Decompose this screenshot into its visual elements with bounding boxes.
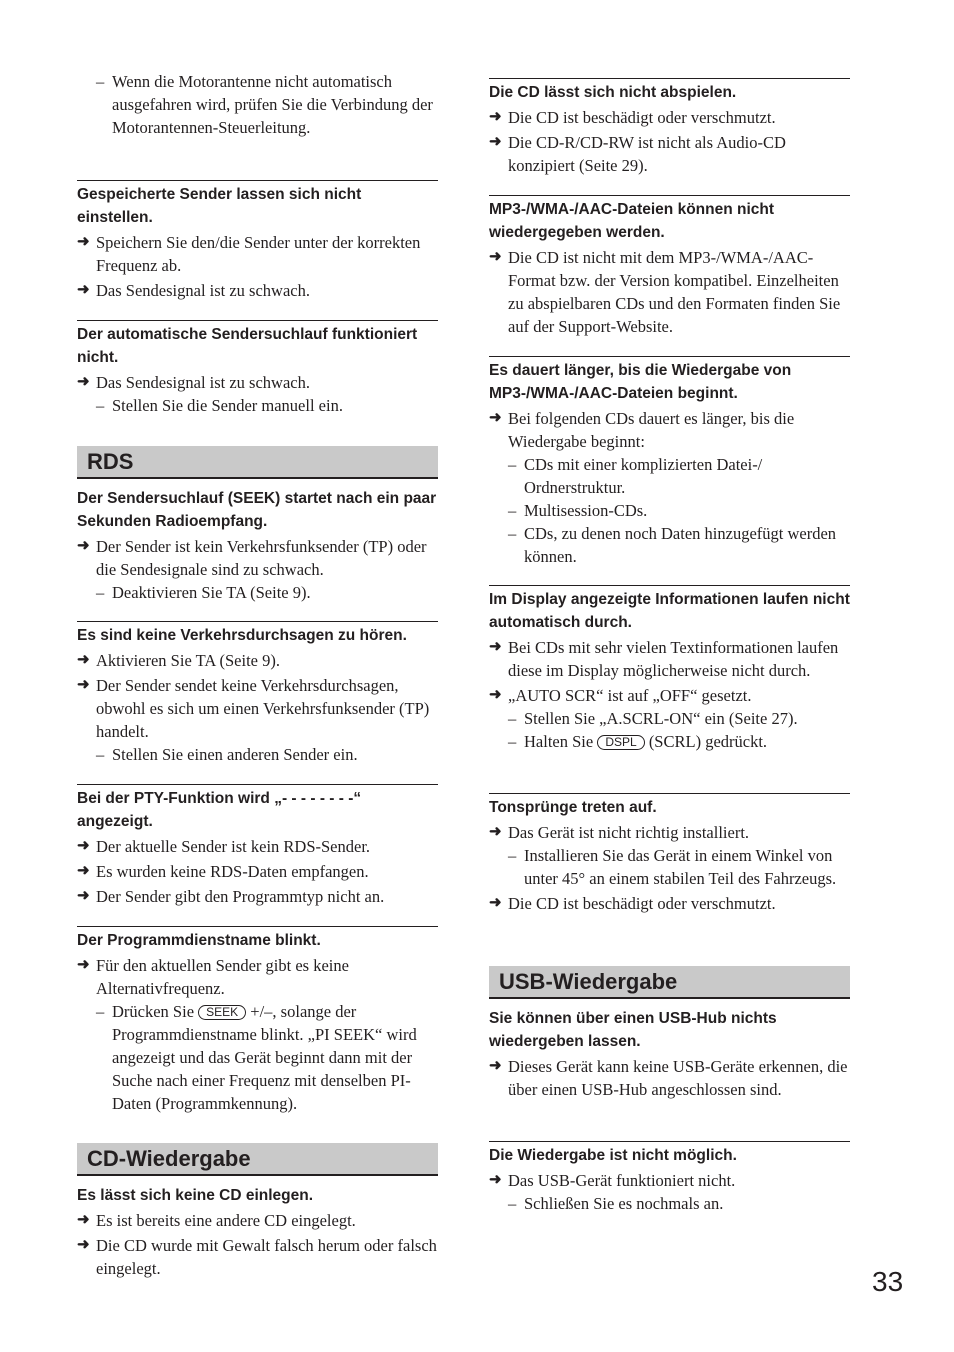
arrow-icon: ➜: [489, 1172, 502, 1188]
section-mp3-delay: [489, 356, 850, 568]
section-usb-hub: [489, 1005, 850, 1101]
list-subitem: – Deaktivieren Sie TA (Seite 9).: [96, 583, 311, 602]
list-item: ➜ Die CD ist nicht mit dem MP3-/WMA-/AAC-Format bzw. der Version kompatibel. Einzelheiten zu abspielbaren CDs und den Formaten finden Sie auf der Support-Website.: [489, 248, 841, 336]
list-item: ➜ Die CD ist beschädigt oder verschmutzt.: [489, 894, 776, 913]
arrow-icon: ➜: [489, 895, 502, 911]
section-auto-search: [77, 320, 438, 417]
dspl-key-icon: DSPL: [597, 735, 644, 750]
arrow-icon: ➜: [77, 652, 90, 668]
arrow-icon: ➜: [77, 957, 90, 973]
list-item: ➜ Dieses Gerät kann keine USB-Geräte erkennen, die über einen USB-Hub angeschlossen sind.: [489, 1057, 848, 1099]
arrow-icon: ➜: [489, 639, 502, 655]
section-heading: Der automatische Sendersuchlauf funktioniert nicht.: [77, 326, 418, 366]
list-subitem: – Stellen Sie einen anderen Sender ein.: [96, 745, 358, 764]
list-item: ➜ Der Sender ist kein Verkehrsfunksender (TP) oder die Sendesignale sind zu schwach.: [77, 537, 427, 579]
intro-note: – Wenn die Motorantenne nicht automatisch ausgefahren wird, prüfen Sie die Verbindung der Motorantennen-Steuerleitung.: [96, 72, 433, 137]
section-heading: MP3-/WMA-/AAC-Dateien können nicht wiedergegeben werden.: [489, 201, 775, 241]
section-mp3-no-play: [489, 195, 850, 338]
section-heading: Der Programmdienstname blinkt.: [77, 932, 321, 949]
list-item: ➜ Bei folgenden CDs dauert es länger, bis die Wiedergabe beginnt:: [489, 409, 795, 451]
section-heading: Die Wiedergabe ist nicht möglich.: [489, 1147, 737, 1164]
arrow-icon: ➜: [77, 677, 90, 693]
list-item: ➜ „AUTO SCR“ ist auf „OFF“ gesetzt.: [489, 686, 752, 705]
section-heading: Im Display angezeigte Informationen laufen nicht automatisch durch.: [489, 591, 850, 631]
list-subitem: – Installieren Sie das Gerät in einem Winkel von unter 45° an einem stabilen Teil des Fahrzeugs.: [508, 846, 837, 888]
section-heading: Gespeicherte Sender lassen sich nicht einstellen.: [77, 186, 362, 226]
arrow-icon: ➜: [489, 824, 502, 840]
list-subitem: – Halten Sie DSPL (SCRL) gedrückt.: [508, 732, 768, 751]
section-heading: Bei der PTY-Funktion wird „- - - - - - - -“ angezeigt.: [77, 790, 362, 830]
list-subitem: – Stellen Sie „A.SCRL-ON“ ein (Seite 27).: [508, 709, 798, 728]
page-number: 33: [872, 1266, 904, 1297]
arrow-icon: ➜: [77, 538, 90, 554]
section-pty: [77, 784, 438, 908]
section-sound-skips: [489, 793, 850, 915]
list-item: ➜ Der Sender gibt den Programmtyp nicht an.: [77, 887, 385, 906]
section-seek-starts: [77, 485, 438, 604]
arrow-icon: ➜: [489, 1058, 502, 1074]
list-item: ➜ Das USB-Gerät funktioniert nicht.: [489, 1171, 736, 1190]
section-no-traffic: [77, 621, 438, 766]
arrow-icon: ➜: [489, 687, 502, 703]
section-heading: Es dauert länger, bis die Wiedergabe von MP3-/WMA-/AAC-Dateien beginnt.: [489, 362, 792, 402]
list-item: ➜ Das Sendesignal ist zu schwach.: [77, 373, 310, 392]
arrow-icon: ➜: [77, 374, 90, 390]
list-subitem: – Drücken Sie SEEK +/–, solange der Programmdienstname blinkt. „PI SEEK“ wird angezeigt und das Gerät beginnt dann mit der Suche nach einer Frequenz mit denselben PI-Daten (Programmkennung).: [96, 1002, 417, 1113]
arrow-icon: ➜: [489, 109, 502, 125]
section-heading: Sie können über einen USB-Hub nichts wiedergeben lassen.: [489, 1010, 777, 1050]
arrow-icon: ➜: [77, 1212, 90, 1228]
list-item: ➜ Aktivieren Sie TA (Seite 9).: [77, 651, 280, 670]
list-item: ➜ Der aktuelle Sender ist kein RDS-Sender.: [77, 837, 371, 856]
arrow-icon: ➜: [489, 134, 502, 150]
section-stored-stations: [77, 180, 438, 302]
list-item: ➜ Bei CDs mit sehr vielen Textinformationen laufen diese im Display möglicherweise nicht durch.: [489, 638, 839, 680]
arrow-icon: ➜: [77, 282, 90, 298]
section-heading: Es lässt sich keine CD einlegen.: [77, 1187, 314, 1204]
section-display-scroll: [489, 585, 850, 753]
list-item: ➜ Der Sender sendet keine Verkehrsdurchsagen, obwohl es sich um einen Verkehrsfunksender (TP) handelt.: [77, 676, 430, 741]
list-subitem: – Multisession-CDs.: [508, 501, 648, 520]
list-item: ➜ Für den aktuellen Sender gibt es keine Alternativfrequenz.: [77, 956, 349, 998]
section-ps-blinks: [77, 926, 438, 1115]
list-subitem: – CDs mit einer komplizierten Datei-/ Ordnerstruktur.: [508, 455, 763, 497]
section-heading: Es sind keine Verkehrsdurchsagen zu hören.: [77, 627, 407, 644]
section-heading: Der Sendersuchlauf (SEEK) startet nach ein paar Sekunden Radioempfang.: [77, 490, 437, 530]
list-item: ➜ Das Gerät ist nicht richtig installiert.: [489, 823, 750, 842]
arrow-icon: ➜: [77, 1237, 90, 1253]
arrow-icon: ➜: [77, 838, 90, 854]
list-subitem: – Stellen Sie die Sender manuell ein.: [96, 396, 343, 415]
list-item: ➜ Es wurden keine RDS-Daten empfangen.: [77, 862, 369, 881]
section-heading: Tonsprünge treten auf.: [489, 799, 657, 816]
arrow-icon: ➜: [77, 863, 90, 879]
section-title-rds: RDS: [77, 446, 438, 479]
list-item: ➜ Speichern Sie den/die Sender unter der korrekten Frequenz ab.: [77, 233, 421, 275]
list-item: ➜ Die CD ist beschädigt oder verschmutzt.: [489, 108, 776, 127]
list-subitem: – Schließen Sie es nochmals an.: [508, 1194, 724, 1213]
intro-dash-text: Wenn die Motorantenne nicht automatisch ausgefahren wird, prüfen Sie die Verbindung der Motorantennen-Steuerleitung.: [112, 72, 433, 137]
section-cd-insert: [77, 1182, 438, 1280]
list-item: ➜ Die CD wurde mit Gewalt falsch herum oder falsch eingelegt.: [77, 1236, 437, 1278]
seek-key-icon: SEEK: [198, 1005, 246, 1020]
section-title-cd: CD-Wiedergabe: [77, 1143, 438, 1176]
arrow-icon: ➜: [489, 410, 502, 426]
section-cd-no-play: [489, 78, 850, 177]
list-item: ➜ Es ist bereits eine andere CD eingelegt.: [77, 1211, 356, 1230]
list-item: ➜ Das Sendesignal ist zu schwach.: [77, 281, 310, 300]
arrow-icon: ➜: [77, 234, 90, 250]
section-title-usb: USB-Wiedergabe: [489, 966, 850, 999]
arrow-icon: ➜: [489, 249, 502, 265]
section-usb-no-play: [489, 1141, 850, 1215]
list-item: ➜ Die CD-R/CD-RW ist nicht als Audio-CD konzipiert (Seite 29).: [489, 133, 786, 175]
list-subitem: – CDs, zu denen noch Daten hinzugefügt werden können.: [508, 524, 837, 566]
arrow-icon: ➜: [77, 888, 90, 904]
section-heading: Die CD lässt sich nicht abspielen.: [489, 84, 737, 101]
